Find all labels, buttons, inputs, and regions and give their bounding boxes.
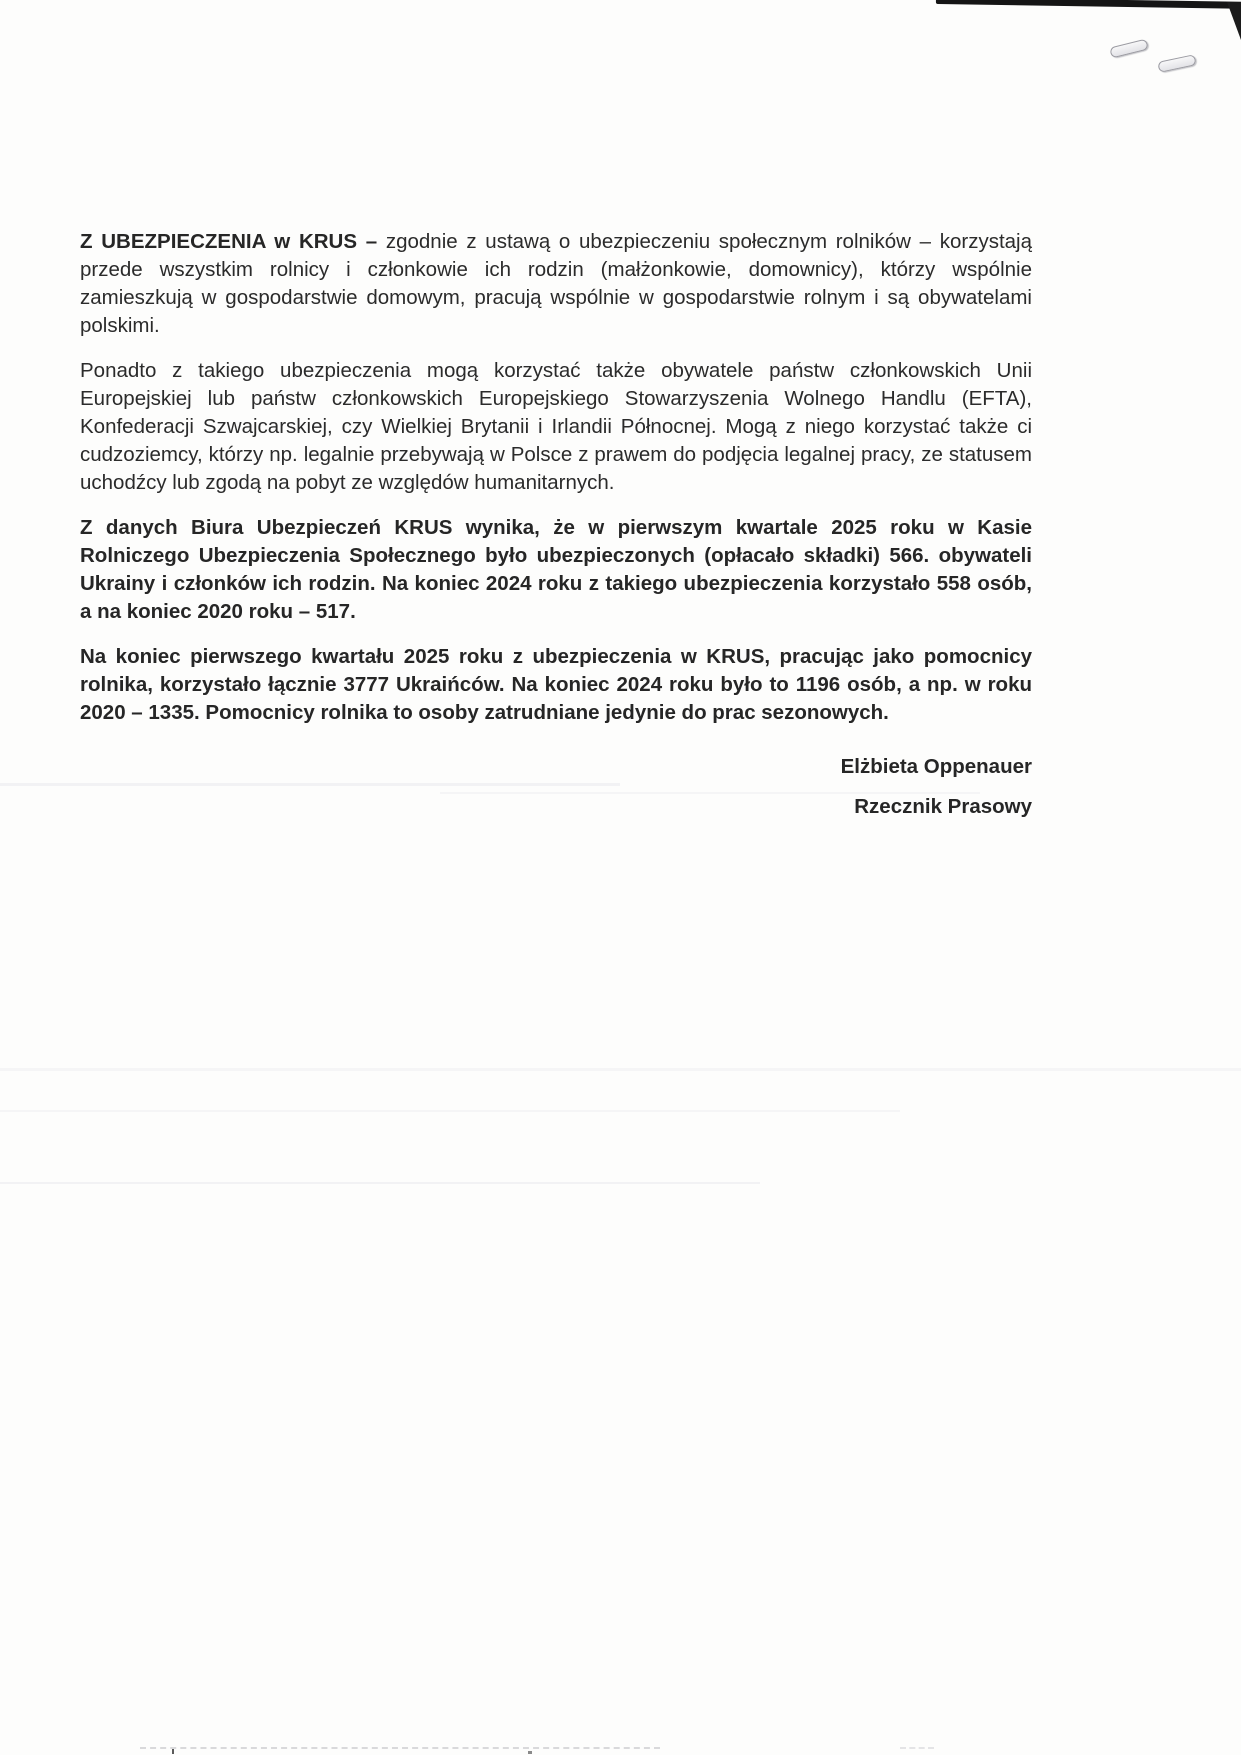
scan-streak <box>0 1182 760 1184</box>
paragraph-krus-insured-data: Z danych Biura Ubezpieczeń KRUS wynika, że w pierwszym kwartale 2025 roku w Kasie Rolniczego Ubezpieczenia Społecznego było ubezpieczonych (opłacało składki) 566. obywateli Ukrainy i członków ich rodzin. Na koniec 2024 roku z takiego ubezpieczenia korzystało 558 osób, a na koniec 2020 roku – 517. <box>80 516 1032 623</box>
signature-name: Elżbieta Oppenauer <box>840 755 1032 778</box>
scan-bottom-artifact <box>900 1747 934 1749</box>
paperclip-icon <box>1109 39 1149 59</box>
scan-streak <box>0 1068 1241 1071</box>
scan-bottom-artifact <box>140 1747 660 1749</box>
scan-speck <box>528 1751 532 1754</box>
paragraph-intro <box>80 228 1032 340</box>
paragraph-farm-helpers-data: Na koniec pierwszego kwartału 2025 roku z ubezpieczenia w KRUS, pracując jako pomocnicy rolnika, korzystało łącznie 3777 Ukraińców. Na koniec 2024 roku było to 1196 osób, a np. w roku 2020 – 1335. Pomocnicy rolnika to osoby zatrudniane jedynie do prac sezonowych. <box>80 645 1032 724</box>
scan-streak <box>0 1110 900 1112</box>
paragraph-intro-rest: zgodnie z ustawą o ubezpieczeniu społecznym rolników – korzystają przede wszystkim rolnicy i członkowie ich rodzin (małżonkowie, domownicy), którzy wspólnie zamieszkują w gospodarstwie domowym, pracują wspólnie w gospodarstwie rolnym i są obywatelami polskimi. <box>80 230 1032 337</box>
scan-speck <box>172 1749 174 1754</box>
scan-edge-bar <box>936 0 1241 9</box>
signature-title: Rzecznik Prasowy <box>854 795 1032 818</box>
press-release-body <box>80 228 1032 833</box>
paragraph-eligibility: Ponadto z takiego ubezpieczenia mogą korzystać także obywatele państw członkowskich Unii Europejskiej lub państw członkowskich Europejskiego Stowarzyszenia Wolnego Handlu (EFTA), Konfederacji Szwajcarskiej, czy Wielkiej Brytanii i Irlandii Północnej. Mogą z niego korzystać także ci cudzoziemcy, którzy np. legalnie przebywają w Polsce z prawem do podjęcia legalnej pracy, ze statusem uchodźcy lub zgodą na pobyt ze względów humanitarnych. <box>80 359 1032 494</box>
paragraph-intro-lead: Z UBEZPIECZENIA w KRUS – <box>80 230 378 253</box>
paperclip-icon <box>1157 54 1196 73</box>
signature-block <box>80 753 1032 821</box>
